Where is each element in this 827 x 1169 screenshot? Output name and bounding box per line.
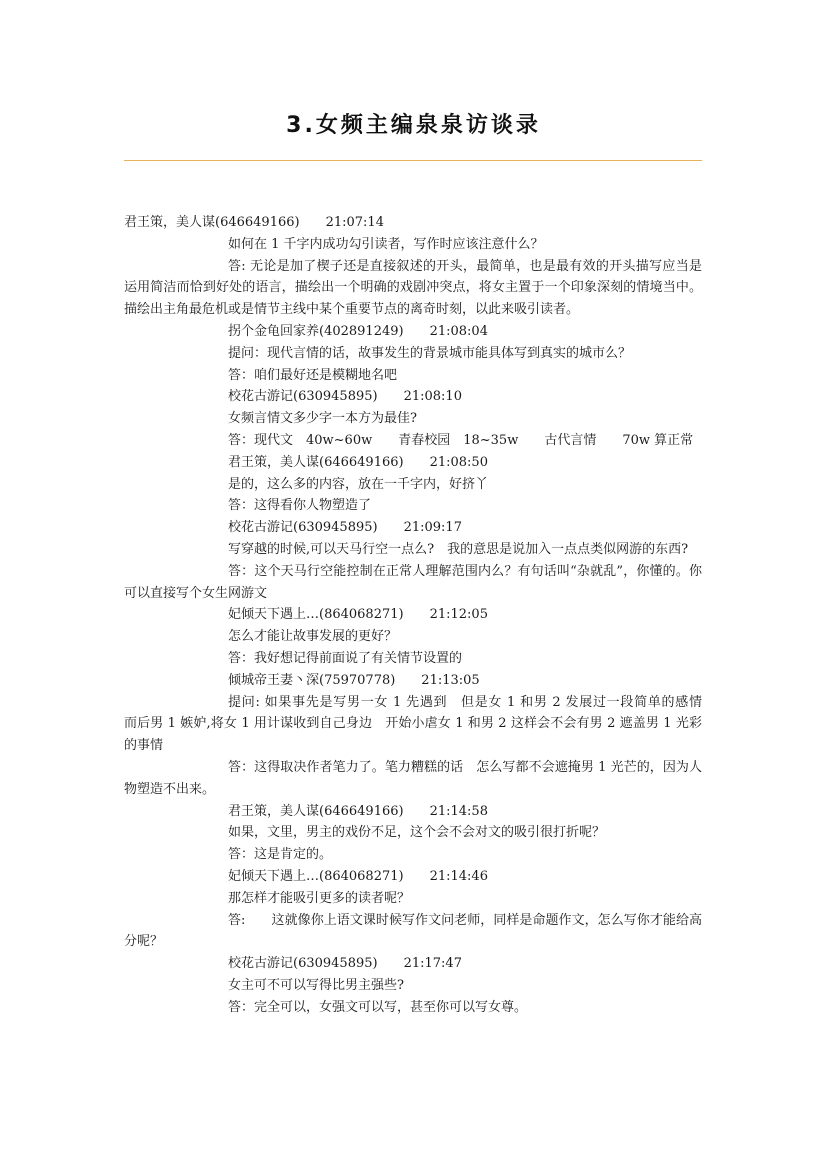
answer-paragraph: 答: 无论是加了楔子还是直接叙述的开头，最简单，也是最有效的开头描写应当是运用简洁而恰到好处的语言，描绘出一个明确的戏剧冲突点，将女主置于一个印象深刻的情境当中。描绘出主角最危机或是情节主线中某个重要节点的离奇时刻，以此来吸引读者。 (124, 258, 702, 318)
speaker-line: 校花古游记(630945895) 21:17:47 (228, 956, 462, 972)
speaker-line: 妃倾天下遇上…(864068271) 21:12:05 (228, 607, 488, 623)
answer-line: 答：咱们最好还是模糊地名吧 (228, 367, 398, 383)
speaker-line: 妃倾天下遇上…(864068271) 21:14:46 (228, 868, 488, 884)
speaker-line: 君王策，美人谋(646649166) 21:14:58 (228, 803, 488, 819)
title-divider (124, 160, 702, 161)
speaker-line: 校花古游记(630945895) 21:08:10 (228, 389, 462, 405)
answer-line: 答：这是肯定的。 (228, 847, 333, 863)
question-line: 怎么才能让故事发展的更好？ (228, 629, 398, 645)
question-line: 女主可不可以写得比男主强些? (228, 977, 404, 993)
answer-paragraph: 答：这得取决作者笔力了。笔力糟糕的话 怎么写都不会遮掩男 1 光芒的，因为人物塑造不出来。 (124, 759, 702, 797)
question-paragraph: 提问: 如果事先是写男一女 1 先遇到 但是女 1 和男 2 发展过一段简单的感情 而后男 1 嫉妒,将女 1 用计谋收到自己身边 开始小虐女 1 和男 2 这样会不会有男 2 遮盖男 1 光彩的事情 (124, 694, 716, 754)
question-line: 如何在 1 千字内成功勾引读者，写作时应该注意什么？ (228, 236, 544, 252)
question-line: 提问：现代言情的话，故事发生的背景城市能具体写到真实的城市么？ (228, 345, 632, 361)
speaker-line: 拐个金龟回家养(402891249) 21:08:04 (228, 323, 488, 339)
answer-line: 答：现代文 40w~60w 青春校园 18~35w 古代言情 70w 算正常 (228, 432, 694, 448)
answer-paragraph: 答：这个天马行空能控制在正常人理解范围内么？有句话叫“杂就乱”，你懂的。你可以直接写个女生网游文 (124, 563, 702, 601)
page-title: 3.女频主编泉泉访谈录 (286, 113, 541, 138)
speaker-line: 校花古游记(630945895) 21:09:17 (228, 520, 462, 536)
question-paragraph: 写穿越的时候,可以天马行空一点么? 我的意思是说加入一点点类似网游的东西? (228, 541, 689, 557)
answer-line: 答：完全可以，女强文可以写，甚至你可以写女尊。 (228, 999, 528, 1015)
question-line: 是的，这么多的内容，放在一千字内，好挤丫 (228, 476, 489, 492)
speaker-line: 君王策，美人谋(646649166) 21:08:50 (228, 454, 488, 470)
answer-line: 答：这得看你人物塑造了 (228, 498, 372, 514)
speaker-line: 倾城帝王妻丶深(75970778) 21:13:05 (228, 672, 480, 688)
interview-transcript (124, 212, 716, 1018)
speaker-line: 君王策，美人谋(646649166) 21:07:14 (124, 215, 384, 230)
answer-paragraph: 答: 这就像你上语文课时候写作文问老师，同样是命题作文，怎么写你才能给高分呢？ (124, 912, 702, 950)
question-line: 女频言情文多少字一本方为最佳? (228, 411, 417, 427)
answer-line: 答：我好想记得前面说了有关情节设置的 (228, 650, 463, 666)
question-line: 如果，文里，男主的戏份不足，这个会不会对文的吸引很打折呢？ (228, 825, 606, 841)
question-line: 那怎样才能吸引更多的读者呢？ (228, 890, 411, 906)
